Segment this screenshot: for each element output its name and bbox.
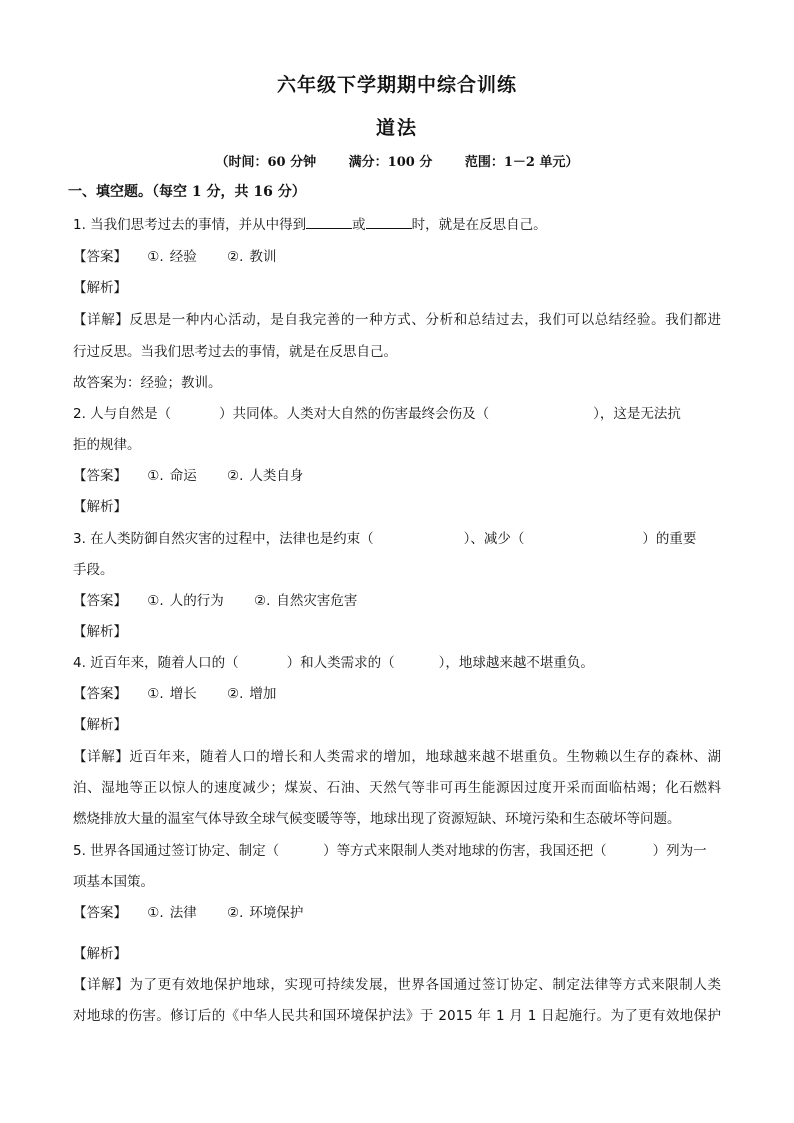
detail-label: 【详解】 [73, 977, 130, 993]
marker-1: ①. [147, 593, 164, 609]
question-1 [73, 213, 547, 233]
q4-a1-text: 增长 [169, 686, 197, 702]
q5-line-2: 项基本国策。 [73, 874, 154, 890]
marker-2: ②. [254, 593, 271, 609]
marker-2: ②. [227, 249, 244, 265]
question-4 [73, 651, 594, 671]
marker-1: ①. [147, 905, 164, 921]
marker-1: ①. [147, 686, 164, 702]
analysis-label: 【解析】 [73, 624, 127, 640]
q4-detail-line-3: 燃烧排放大量的温室气体导致全球气候变暖等等，地球出现了资源短缺、环境污染和生态破坏等问题。 [73, 811, 681, 827]
q4-text-b: ）和人类需求的（ [286, 655, 395, 671]
q5-text-b: ）等方式来限制人类对地球的伤害，我国还把（ [323, 843, 607, 859]
q5-a1-text: 法律 [169, 905, 197, 921]
q4-answer [73, 682, 302, 702]
answer-label: 【答案】 [73, 686, 127, 702]
q3-text-b: ）、减少（ [463, 531, 525, 547]
q4-detail-line-2: 泊、湿地等正以惊人的速度减少；煤炭、石油、天然气等非可再生能源因过度开采而面临枯竭；化石燃料 [73, 780, 721, 796]
analysis-label: 【解析】 [73, 280, 127, 296]
subject-title: 道法 [375, 117, 418, 139]
q5-text-c: ）列为一 [652, 843, 707, 859]
q3-answer [73, 589, 383, 609]
q1-detail-text-1: 反思是一种内心活动，是自我完善的一种方式、分析和总结过去，我们可以总结经验。我们都进 [129, 312, 721, 328]
q5-detail-text-1: 为了更有效地保护地球，实现可持续发展，世界各国通过签订协定、制定法律等方式来限制人类 [129, 977, 721, 993]
q2-answer-2 [227, 464, 303, 484]
q4-detail-line-1 [73, 745, 721, 765]
q4-answer-2 [227, 682, 276, 702]
q4-a2-text: 增加 [249, 686, 277, 702]
q5-detail-line-2: 对地球的伤害。修订后的《中华人民共和国环境保护法》于 2015 年 1 月 1 日起施行。为了更有效地保护 [73, 1008, 721, 1024]
exam-score: 满分：100 分 [348, 155, 433, 170]
q1-detail-line-2: 行过反思。当我们思考过去的事情，就是在反思自己。 [73, 344, 397, 360]
question-2 [73, 402, 681, 422]
analysis-label: 【解析】 [73, 499, 127, 515]
q3-a2-text: 自然灾害危害 [276, 593, 358, 609]
marker-2: ②. [227, 686, 244, 702]
q3-line-2: 手段。 [73, 562, 114, 578]
analysis-label: 【解析】 [73, 717, 127, 733]
q1-a1-text: 经验 [169, 249, 197, 265]
q3-text-c: ）的重要 [642, 531, 697, 547]
exam-info [0, 151, 794, 170]
q4-detail-text-1: 近百年来，随着人口的增长和人类需求的增加，地球越来越不堪重负。生物赖以生存的森林、湖 [129, 749, 721, 765]
q2-line-2: 拒的规律。 [73, 437, 141, 453]
exam-time: （时间：60 分钟 [215, 155, 317, 170]
marker-1: ①. [147, 249, 164, 265]
q1-blank-2 [366, 216, 412, 229]
answer-label: 【答案】 [73, 593, 127, 609]
q1-text-b: 或 [352, 217, 366, 233]
q3-text-a: 3. 在人类防御自然灾害的过程中，法律也是约束（ [73, 531, 374, 547]
q4-answer-1 [147, 682, 196, 702]
analysis-label: 【解析】 [73, 946, 127, 962]
q2-a2-text: 人类自身 [249, 468, 304, 484]
marker-2: ②. [227, 905, 244, 921]
q3-answer-1 [147, 589, 223, 609]
marker-1: ①. [147, 468, 164, 484]
q1-detail-line-1 [73, 308, 721, 328]
detail-label: 【详解】 [73, 312, 130, 328]
page-title: 六年级下学期期中综合训练 [276, 74, 517, 96]
q2-a1-text: 命运 [169, 468, 197, 484]
q5-detail-line-1 [73, 973, 721, 993]
q1-answer [73, 245, 302, 265]
q2-answer-1 [147, 464, 196, 484]
q2-answer [73, 464, 329, 484]
q4-text-c: ），地球越来越不堪重负。 [438, 655, 594, 671]
question-5 [73, 839, 707, 859]
q3-answer-2 [254, 589, 357, 609]
q1-answer-1 [147, 245, 196, 265]
answer-label: 【答案】 [73, 468, 127, 484]
answer-label: 【答案】 [73, 905, 127, 921]
q5-text-a: 5. 世界各国通过签订协定、制定（ [73, 843, 280, 859]
marker-2: ②. [227, 468, 244, 484]
q5-a2-text: 环境保护 [249, 905, 304, 921]
exam-range: 范围：1－2 单元） [464, 155, 579, 170]
q1-blank-1 [306, 216, 352, 229]
q3-a1-text: 人的行为 [169, 593, 224, 609]
q5-answer-2 [227, 901, 303, 921]
q2-text-a: 2. 人与自然是（ [73, 406, 172, 422]
q4-text-a: 4. 近百年来，随着人口的（ [73, 655, 239, 671]
q1-text-a: 1. 当我们思考过去的事情，并从中得到 [73, 217, 307, 233]
q1-a2-text: 教训 [249, 249, 277, 265]
q1-conclusion: 故答案为：经验；教训。 [73, 375, 222, 391]
q2-text-b: ）共同体。人类对大自然的伤害最终会伤及（ [219, 406, 490, 422]
section-heading: 一、填空题。（每空 1 分，共 16 分） [68, 184, 306, 200]
detail-label: 【详解】 [73, 749, 130, 765]
q5-answer-1 [147, 901, 196, 921]
question-3 [73, 527, 696, 547]
q1-answer-2 [227, 245, 276, 265]
q5-answer [73, 901, 329, 921]
answer-label: 【答案】 [73, 249, 127, 265]
q2-text-c: ），这是无法抗 [593, 406, 681, 422]
q1-text-c: 时，就是在反思自己。 [411, 217, 547, 233]
